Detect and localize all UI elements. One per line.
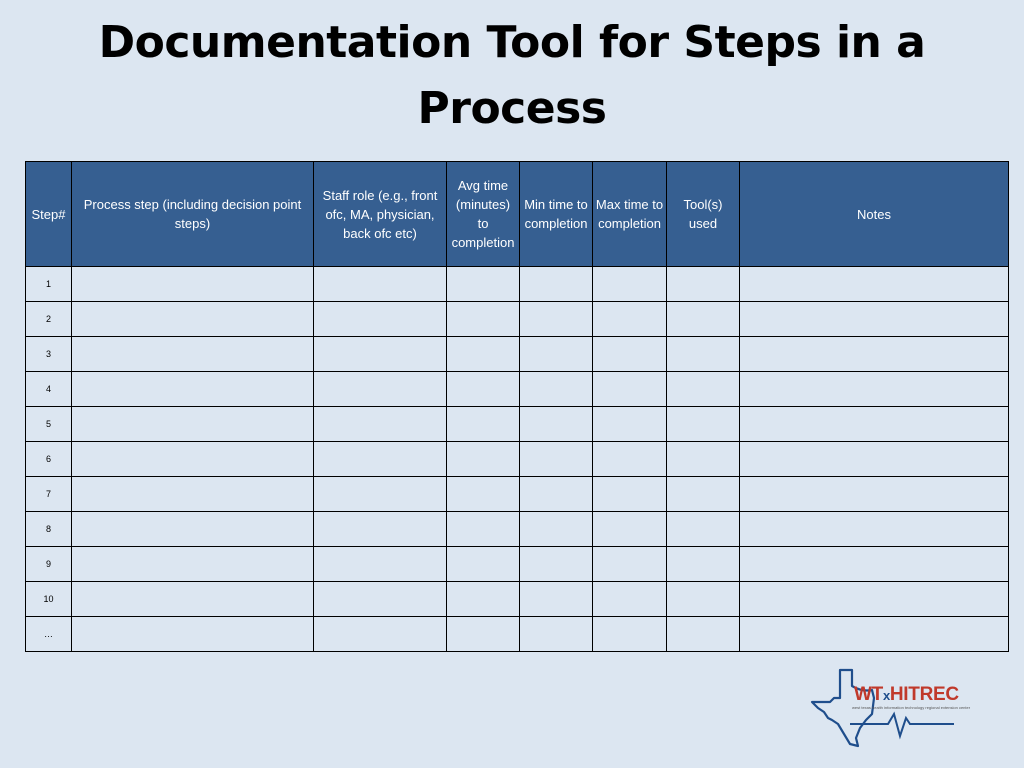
cell-staff-role[interactable] — [314, 547, 447, 582]
cell-process-step[interactable] — [72, 617, 314, 652]
cell-avg-time[interactable] — [447, 547, 520, 582]
cell-staff-role[interactable] — [314, 582, 447, 617]
cell-max-time[interactable] — [593, 582, 667, 617]
cell-tools-used[interactable] — [667, 372, 740, 407]
cell-process-step[interactable] — [72, 477, 314, 512]
cell-max-time[interactable] — [593, 407, 667, 442]
column-header-step-number: Step# — [26, 162, 72, 267]
logo-wordmark-wt: WT — [854, 684, 883, 705]
cell-process-step[interactable] — [72, 512, 314, 547]
cell-notes[interactable] — [740, 302, 1009, 337]
cell-notes[interactable] — [740, 337, 1009, 372]
cell-max-time[interactable] — [593, 267, 667, 302]
table-row — [26, 337, 1009, 372]
column-header-min-time: Min time to completion — [520, 162, 593, 267]
cell-process-step[interactable] — [72, 372, 314, 407]
cell-max-time[interactable] — [593, 477, 667, 512]
cell-process-step[interactable] — [72, 407, 314, 442]
cell-min-time[interactable] — [520, 407, 593, 442]
cell-tools-used[interactable] — [667, 267, 740, 302]
cell-notes[interactable] — [740, 512, 1009, 547]
cell-tools-used[interactable] — [667, 582, 740, 617]
logo-wordmark — [854, 684, 959, 706]
cell-tools-used[interactable] — [667, 407, 740, 442]
cell-step-number: 3 — [26, 337, 72, 372]
cell-step-number: 1 — [26, 267, 72, 302]
cell-min-time[interactable] — [520, 337, 593, 372]
cell-avg-time[interactable] — [447, 372, 520, 407]
cell-max-time[interactable] — [593, 302, 667, 337]
cell-staff-role[interactable] — [314, 407, 447, 442]
cell-step-number: 2 — [26, 302, 72, 337]
cell-process-step[interactable] — [72, 267, 314, 302]
cell-avg-time[interactable] — [447, 442, 520, 477]
cell-staff-role[interactable] — [314, 477, 447, 512]
cell-notes[interactable] — [740, 372, 1009, 407]
logo-wordmark-x: x — [882, 688, 890, 703]
cell-staff-role[interactable] — [314, 512, 447, 547]
cell-min-time[interactable] — [520, 477, 593, 512]
cell-max-time[interactable] — [593, 512, 667, 547]
table-row — [26, 477, 1009, 512]
cell-tools-used[interactable] — [667, 442, 740, 477]
slide-title: Documentation Tool for Steps in a Process — [98, 17, 926, 134]
cell-tools-used[interactable] — [667, 512, 740, 547]
cell-staff-role[interactable] — [314, 372, 447, 407]
table-row — [26, 407, 1009, 442]
cell-tools-used[interactable] — [667, 617, 740, 652]
cell-avg-time[interactable] — [447, 337, 520, 372]
cell-staff-role[interactable] — [314, 442, 447, 477]
cell-staff-role[interactable] — [314, 302, 447, 337]
cell-staff-role[interactable] — [314, 267, 447, 302]
column-header-notes: Notes — [740, 162, 1009, 267]
column-header-process-step: Process step (including decision point steps) — [72, 162, 314, 267]
cell-process-step[interactable] — [72, 302, 314, 337]
cell-avg-time[interactable] — [447, 582, 520, 617]
table-row — [26, 582, 1009, 617]
cell-max-time[interactable] — [593, 337, 667, 372]
cell-notes[interactable] — [740, 582, 1009, 617]
cell-avg-time[interactable] — [447, 302, 520, 337]
cell-staff-role[interactable] — [314, 617, 447, 652]
table-row — [26, 267, 1009, 302]
cell-notes[interactable] — [740, 442, 1009, 477]
cell-avg-time[interactable] — [447, 617, 520, 652]
cell-step-number: … — [26, 617, 72, 652]
cell-min-time[interactable] — [520, 547, 593, 582]
cell-step-number: 7 — [26, 477, 72, 512]
cell-staff-role[interactable] — [314, 337, 447, 372]
table-row — [26, 442, 1009, 477]
logo-wordmark-hitrec: HITREC — [889, 684, 959, 705]
cell-tools-used[interactable] — [667, 477, 740, 512]
cell-min-time[interactable] — [520, 442, 593, 477]
cell-max-time[interactable] — [593, 442, 667, 477]
column-header-avg-time: Avg time (minutes) to completion — [447, 162, 520, 267]
cell-notes[interactable] — [740, 477, 1009, 512]
cell-process-step[interactable] — [72, 442, 314, 477]
table-row — [26, 302, 1009, 337]
table-header-row — [26, 162, 1009, 267]
cell-avg-time[interactable] — [447, 407, 520, 442]
table-row — [26, 512, 1009, 547]
cell-process-step[interactable] — [72, 582, 314, 617]
table-body — [26, 267, 1009, 652]
column-header-staff-role: Staff role (e.g., front ofc, MA, physician, back ofc etc) — [314, 162, 447, 267]
cell-step-number: 10 — [26, 582, 72, 617]
table-row — [26, 547, 1009, 582]
cell-min-time[interactable] — [520, 512, 593, 547]
cell-avg-time[interactable] — [447, 477, 520, 512]
cell-tools-used[interactable] — [667, 337, 740, 372]
cell-max-time[interactable] — [593, 617, 667, 652]
cell-min-time[interactable] — [520, 617, 593, 652]
table-row — [26, 372, 1009, 407]
cell-notes[interactable] — [740, 547, 1009, 582]
cell-min-time[interactable] — [520, 302, 593, 337]
cell-notes[interactable] — [740, 617, 1009, 652]
cell-notes[interactable] — [740, 267, 1009, 302]
table-row — [26, 617, 1009, 652]
cell-avg-time[interactable] — [447, 267, 520, 302]
cell-notes[interactable] — [740, 407, 1009, 442]
cell-step-number: 9 — [26, 547, 72, 582]
cell-tools-used[interactable] — [667, 547, 740, 582]
heartbeat-line-icon — [850, 714, 954, 736]
cell-max-time[interactable] — [593, 547, 667, 582]
logo-tagline: west texas health information technology regional extension center — [852, 705, 971, 710]
cell-process-step[interactable] — [72, 337, 314, 372]
process-steps-table — [25, 161, 1009, 652]
column-header-tools-used: Tool(s) used — [667, 162, 740, 267]
cell-step-number: 4 — [26, 372, 72, 407]
cell-step-number: 6 — [26, 442, 72, 477]
cell-avg-time[interactable] — [447, 512, 520, 547]
cell-min-time[interactable] — [520, 372, 593, 407]
cell-step-number: 5 — [26, 407, 72, 442]
cell-min-time[interactable] — [520, 582, 593, 617]
cell-max-time[interactable] — [593, 372, 667, 407]
cell-step-number: 8 — [26, 512, 72, 547]
cell-min-time[interactable] — [520, 267, 593, 302]
cell-tools-used[interactable] — [667, 302, 740, 337]
column-header-max-time: Max time to completion — [593, 162, 667, 267]
cell-process-step[interactable] — [72, 547, 314, 582]
